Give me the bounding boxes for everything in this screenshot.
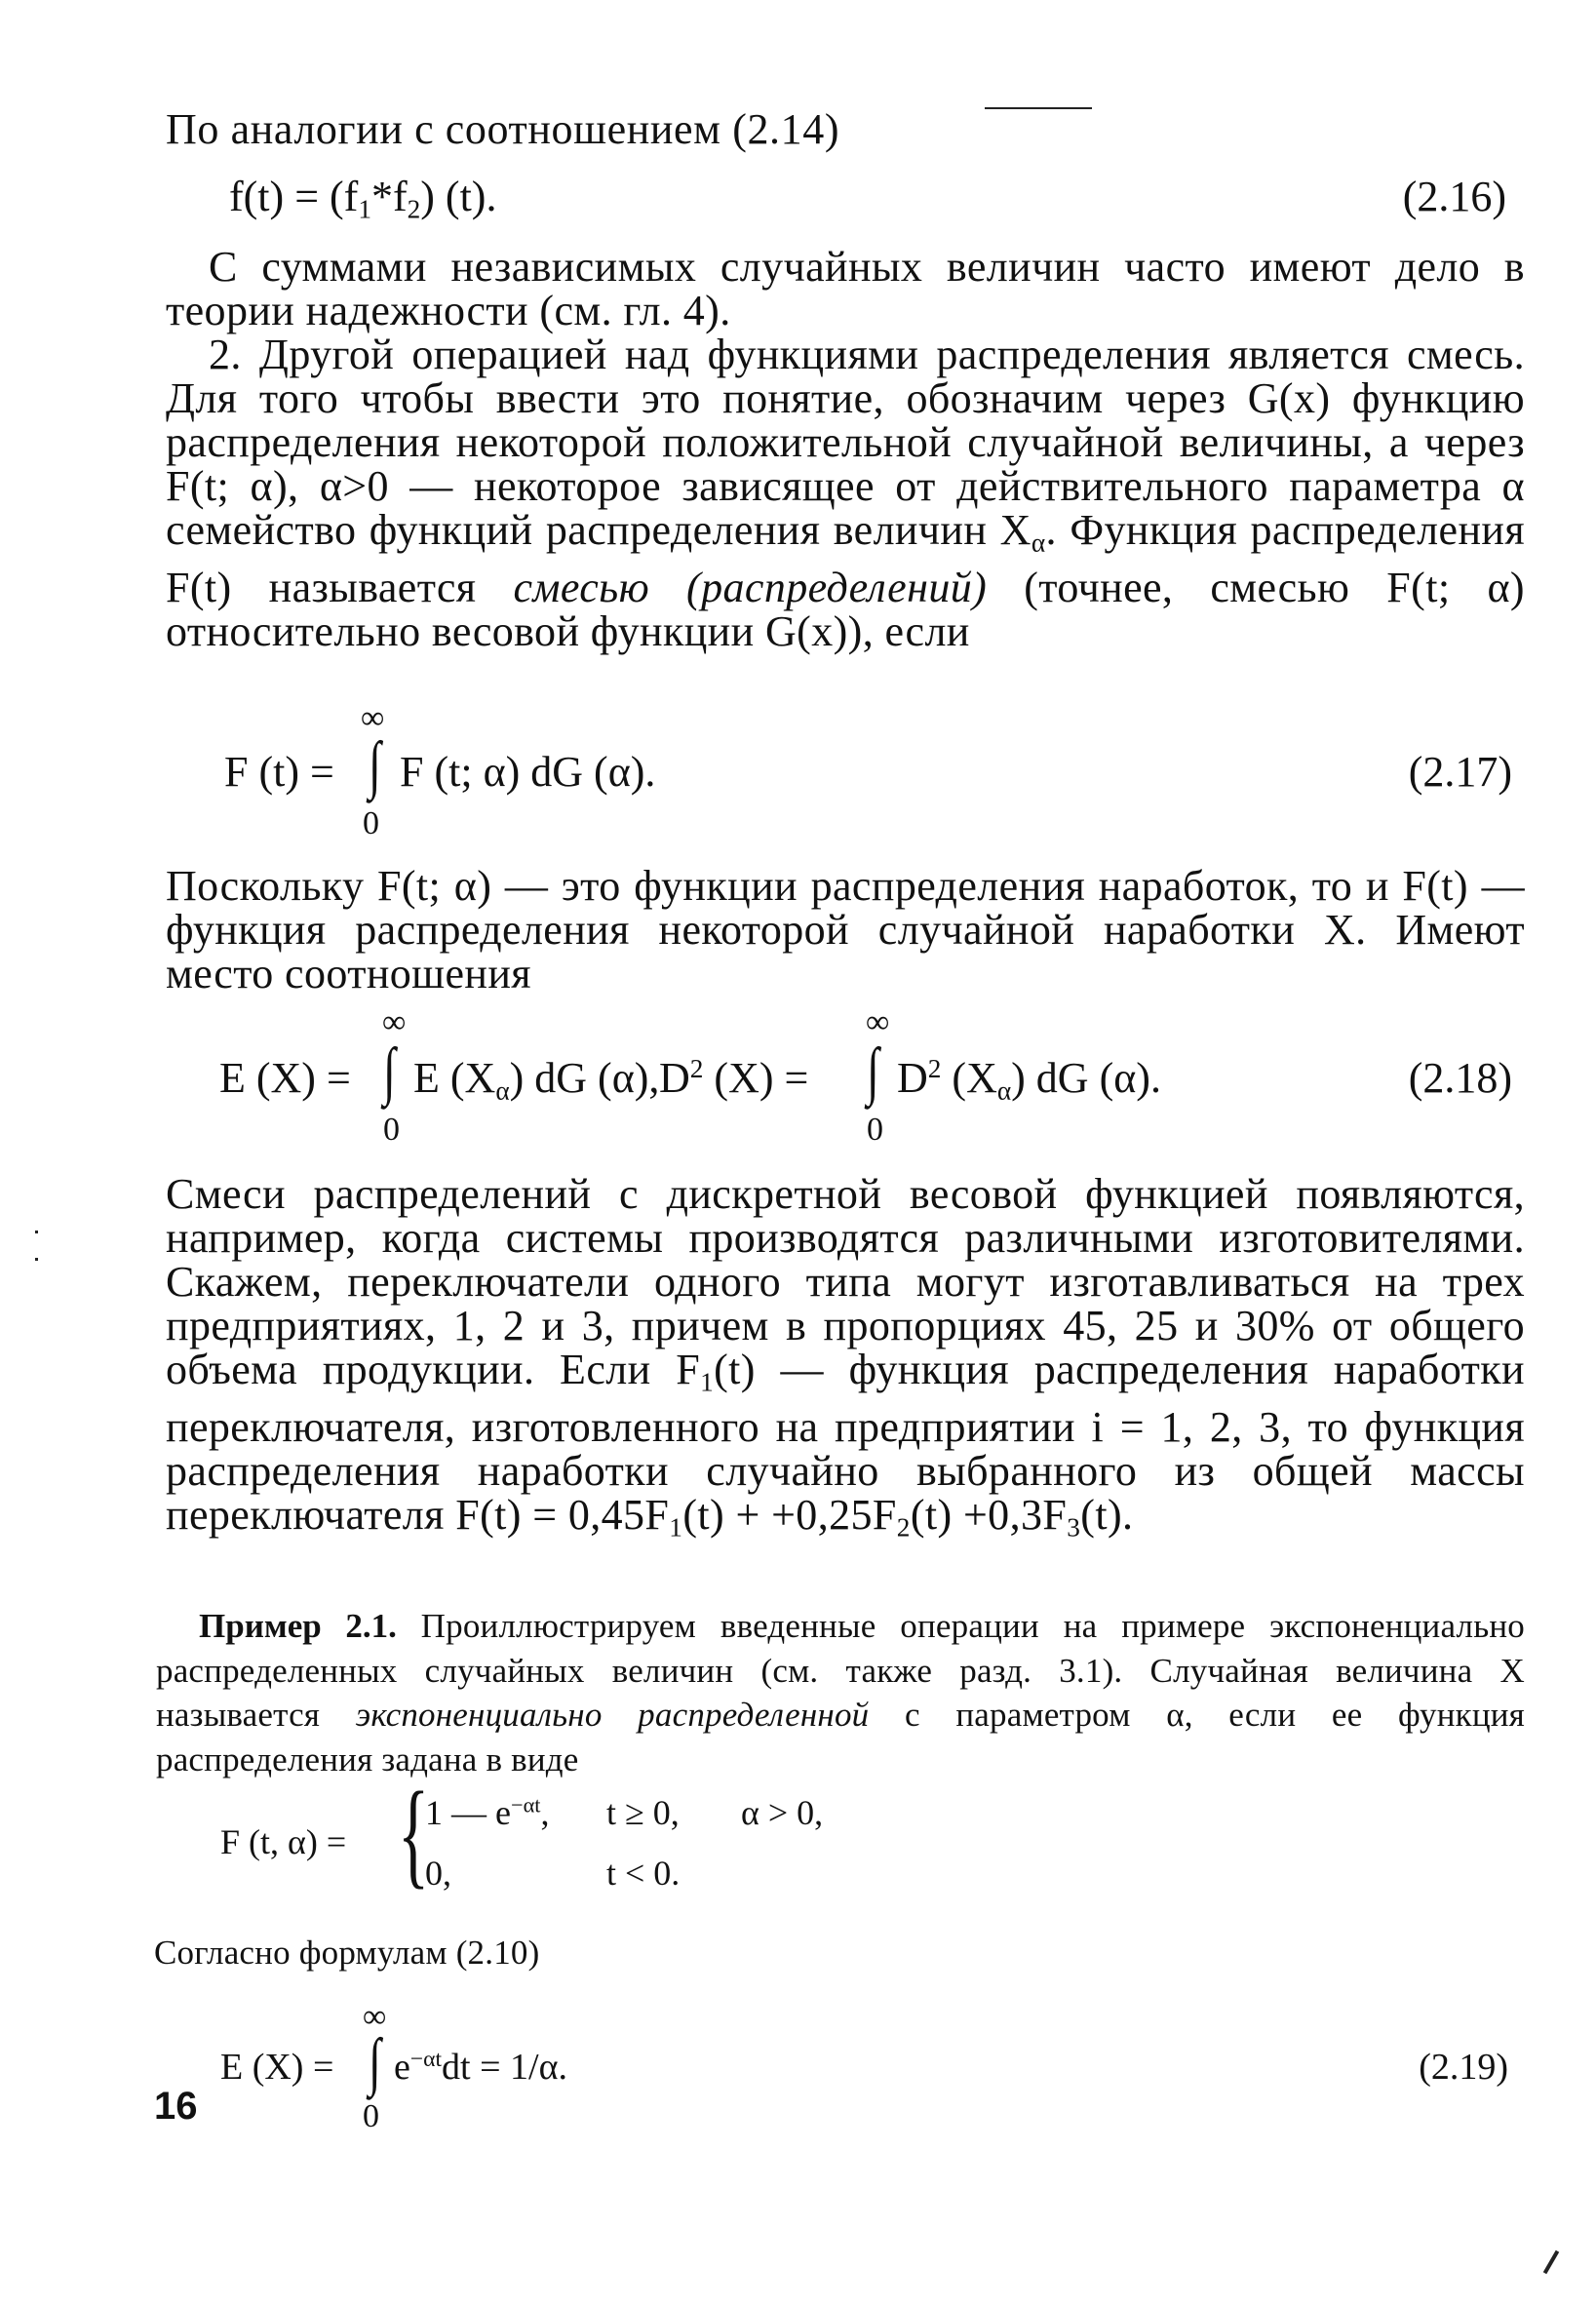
equation-number-2-18: (2.18) <box>1408 1054 1512 1102</box>
paragraph-sums: С суммами независимых случайных величин часто имеют дело в теории надежности (см. гл. 4). <box>166 243 1525 334</box>
equation-number-2-19: (2.19) <box>1419 2047 1508 2088</box>
paragraph-according: Согласно формулам (2.10) <box>154 1934 540 1972</box>
scan-dot-left <box>35 1231 38 1233</box>
paragraph-discrete-mixtures: Смеси распределений с дискретной весовой функцией появляются, например, когда системы производятся различными изготовителями. Скажем, переключатели одного типа могут изготавливаться на трех предприятиях, 1, 2 и 3, причем в пропорциях 45, 25 и 30% от общего объема продукции. Если $F_1(t)$ — функция распределения наработки переключателя, изготовленного на предприятии i = 1, 2, 3, то функция распределения наработки случайно выбранного из общей массы переключателя $F(t) = 0,45F_1(t) + +0,25F_2(t) +0,3F_3(t)$. <box>166 1170 1525 1543</box>
intro-line: По аналогии с соотношением (2.14) <box>166 105 840 153</box>
scan-mark-corner <box>1543 2250 1559 2275</box>
equation-2-16: $f(t) = (f_1*f_2)$ (t). <box>229 173 497 224</box>
paragraph-mixture: 2. Другой операцией над функциями распределения является смесь. Для того чтобы ввести это понятие, обозначим через G(x) функцию распределения некоторой положительной случайной величины, а через F(t; α), α>0 — некоторое зависящее от действительного параметра α семейство функций распределения величин $X_\alpha$. Функция распределения F(t) называется смесью (распределений) (точнее, смесью F(t; α) относительно весовой функции G(x)), если <box>166 331 1525 655</box>
page-number: 16 <box>154 2085 198 2128</box>
example-2-1: Пример 2.1. Проиллюстрируем введенные операции на примере экспоненциально распределенных случайных величин (см. также разд. 3.1). Случайная величина X называется экспоненциально распределенной с параметром α, если ее функция распределения задана в виде <box>156 1607 1525 1778</box>
scan-mark-top <box>985 107 1092 109</box>
book-page: По аналогии с соотношением (2.14) $f(t) = (f_1*f_2)$ (t). (2.16) С суммами независимых случайных величин часто имеют дело в теории надежности (см. гл. 4). 2. Другой операцией над функциями распределения является смесь. Для того чтобы ввести это понятие, обозначим через G(x) функцию распределения некоторой положительной случайной величины, а через F(t; α), α>0 — некоторое зависящее от действительного параметра α семейство функций распределения величин $X_\alpha$. Функция распределения F(t) называется смесью (распределений) (точнее, смесью F(t; α) относительно весовой функции G(x)), если ∞ F (t) = ∫ F (t; α) dG (α). 0 (2.17) Поскольку F(t; α) — это функции распределения наработок, то и F(t) — функция распределения некоторой случайной наработки X. Имеют место соотношения ∞ E (X) = ∫ E $(X_\alpha)$ dG (α), 0 $D^2$ (X) = ∞ ∫ 0 $D^2$ $(X_\alpha)$ dG (α). (2.18) Смеси распределений с дискретной весовой функцией появляются, например, когда системы производятся различными изготовителями. Скажем, переключатели одного типа могут изготавливаться на трех предприятиях, 1, 2 и 3, причем в пропорциях 45, 25 и 30% от общего объема продукции. Если $F_1(t)$ — функция распределения наработки переключателя, изготовленного на предприятии i = 1, 2, 3, то функция распределения наработки случайно выбранного из общей массы переключателя $F(t) = 0,45F_1(t) + +0,25F_2(t) +0,3F_3(t)$. Пример 2.1. Проиллюстрируем введенные операции на примере экспоненциально распределенных случайных величин (см. также разд. 3.1). Случайная величина X называется экспоненциально распределенной с параметром α, если ее функция распределения задана в виде F (t, α) = { 1 — $e^{-\alpha t}$, t ≥ 0, α > 0, 0, t < 0. Согласно формулам (2.10) ∞ E (X) = ∫ $e^{-\alpha t}dt = 1/\alpha$. 0 (2.19) 16 <box>0 0 1596 2306</box>
equation-number-2-17: (2.17) <box>1408 748 1512 796</box>
paragraph-since: Поскольку F(t; α) — это функции распределения наработок, то и F(t) — функция распределения некоторой случайной наработки X. Имеют место соотношения <box>166 862 1525 997</box>
scan-dot-left-2 <box>35 1258 38 1261</box>
equation-number-2-16: (2.16) <box>1402 173 1506 220</box>
